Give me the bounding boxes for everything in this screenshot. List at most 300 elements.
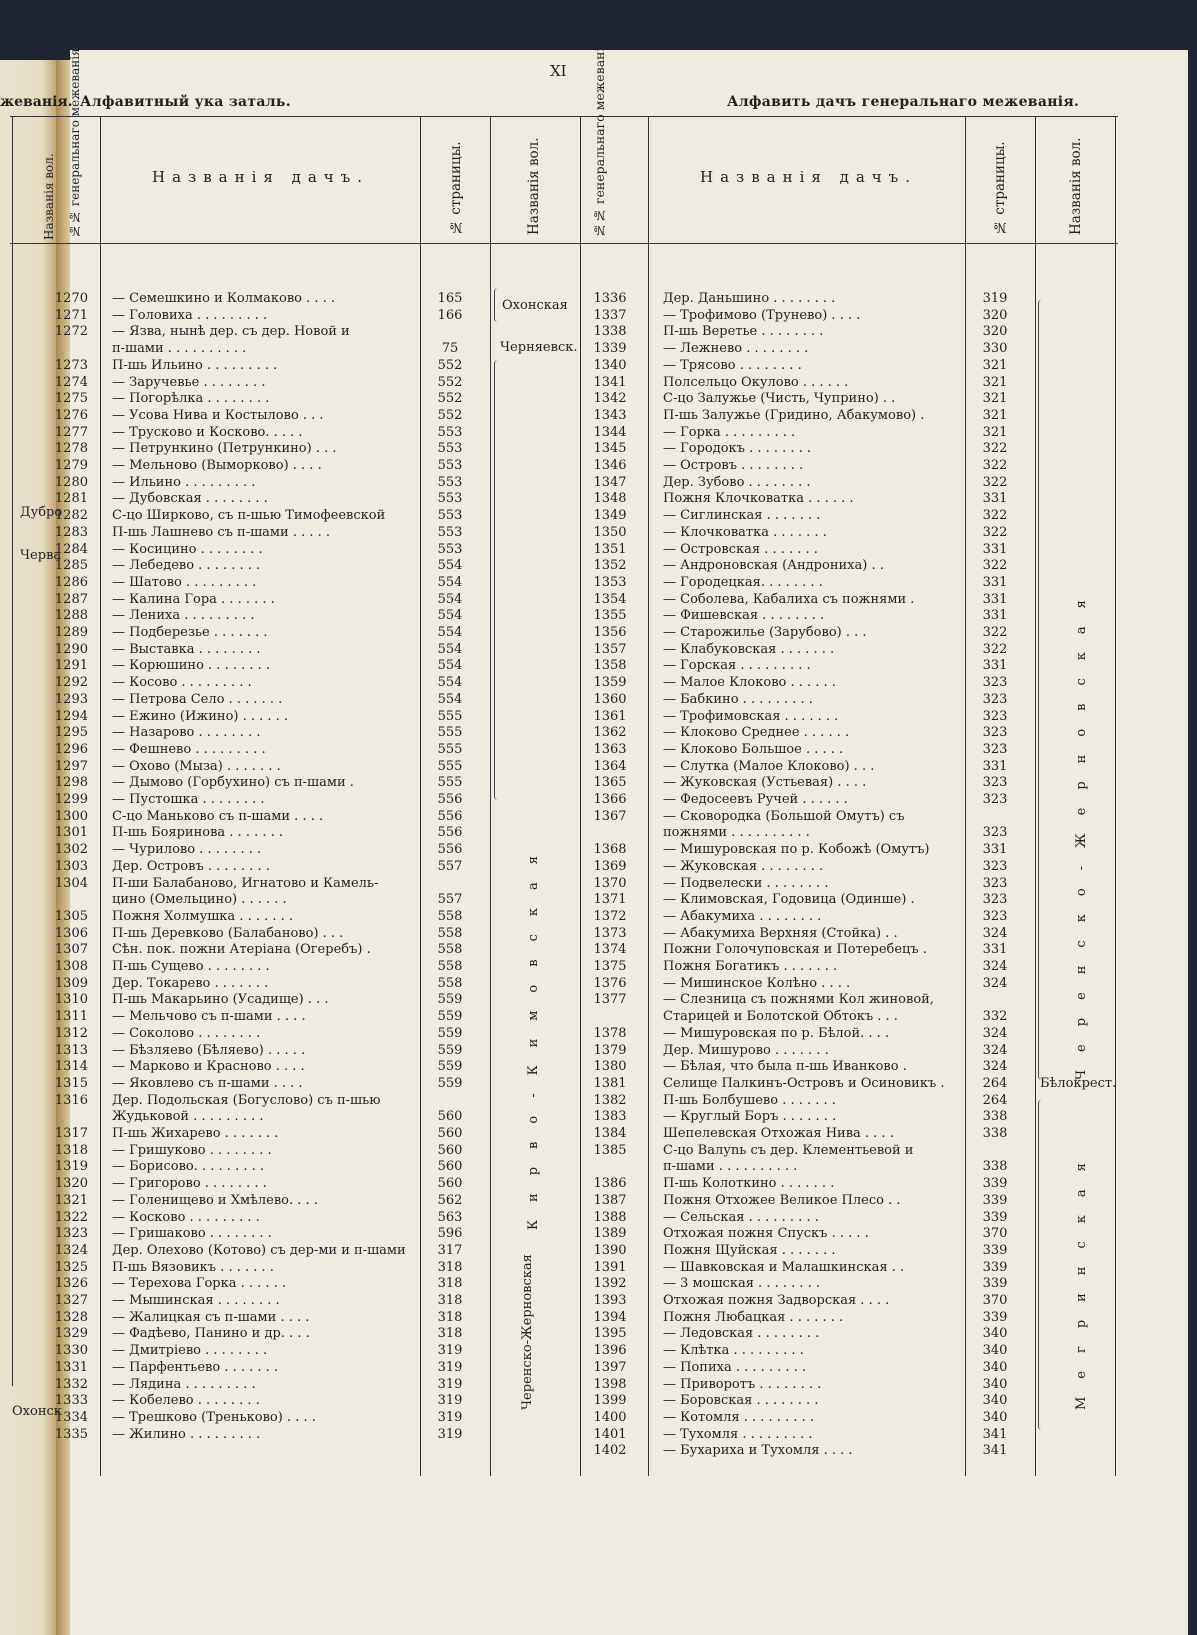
left-row-number: 1303 [54, 858, 88, 874]
left-row-number: 1329 [54, 1326, 88, 1342]
left-row-number: 1296 [54, 741, 88, 757]
right-row-number: 1402 [593, 1443, 627, 1459]
right-row-page: 264 [982, 1075, 1008, 1091]
right-row-number: 1381 [593, 1075, 627, 1091]
right-row-number: 1379 [593, 1042, 627, 1058]
left-row-name: — Мышинская . . . . . . . . [112, 1293, 280, 1308]
left-row-number: 1304 [54, 875, 88, 891]
right-row-name: — Сковородка (Большой Омутъ) съ [663, 808, 905, 824]
left-row-name: — Лядина . . . . . . . . . [112, 1376, 256, 1392]
left-row-name: — Пустошка . . . . . . . . [112, 792, 265, 807]
right-row-name: Дер. Зубово . . . . . . . . [663, 474, 811, 490]
col-line [1035, 116, 1036, 1476]
volost-cut-dubr: Дубро [20, 505, 63, 520]
left-row-page [420, 323, 480, 340]
left-row-page: 552 [437, 357, 463, 373]
col-header-vol-cut: Названія вол. [42, 153, 56, 240]
right-row-number: 1344 [593, 424, 627, 440]
right-row-page: 331 [982, 574, 1008, 590]
left-row-name: — Охово (Мыза) . . . . . . . [112, 758, 281, 774]
right-row-page: 331 [982, 758, 1008, 774]
left-row-page: 553 [437, 458, 463, 473]
right-row-number: 1354 [593, 591, 627, 607]
right-row-name: — Островъ . . . . . . . . [663, 458, 804, 473]
left-row-number: 1315 [54, 1075, 88, 1091]
right-row-name: пожнями . . . . . . . . . . [663, 825, 810, 841]
right-row-number: 1389 [593, 1226, 627, 1242]
right-row-page: 320 [982, 307, 1008, 323]
left-row-page: 560 [437, 1142, 463, 1158]
right-row-page: 324 [982, 975, 1008, 991]
left-row-page: 559 [437, 1025, 463, 1041]
right-row-number: 1359 [593, 675, 627, 691]
left-row-name: — Петрова Село . . . . . . . [112, 691, 283, 707]
volost-cut-okhon: Охонск [12, 1404, 62, 1419]
left-row-name: Дер. Подольская (Богуслово) съ п-шью [112, 1092, 381, 1108]
left-row-number: 1314 [54, 1059, 88, 1075]
right-row-name: — Городецкая. . . . . . . . [663, 574, 823, 590]
right-row-name: — Мишуровская по р. Кобожѣ (Омутъ) [663, 842, 930, 858]
left-row-name: Жудьковой . . . . . . . . . [112, 1109, 264, 1125]
right-row-name: — Жуковская . . . . . . . . [663, 858, 824, 874]
right-row-number: 1346 [593, 458, 627, 473]
right-row-number: 1352 [593, 558, 627, 574]
left-row-page: 555 [437, 708, 463, 724]
right-row-page: 323 [982, 675, 1008, 691]
left-row-number: 1324 [54, 1242, 88, 1258]
left-row-page: 552 [437, 374, 463, 390]
left-row-page: 559 [437, 1042, 463, 1058]
right-row-number: 1368 [593, 842, 627, 858]
right-row-number: 1401 [593, 1426, 627, 1442]
right-row-page: 323 [982, 775, 1008, 791]
left-row-number: 1326 [54, 1276, 88, 1292]
right-row-page: 322 [982, 625, 1008, 640]
left-row-name: — Парфентьево . . . . . . . [112, 1359, 279, 1375]
col-header-num-right: №№ генеральнаго межеванія. [592, 35, 607, 238]
col-header-vol-right: Названія вол. [1068, 137, 1084, 235]
right-row-page: 331 [982, 591, 1008, 607]
right-row-name: — Горская . . . . . . . . . [663, 658, 811, 674]
right-row-name: п-шами . . . . . . . . . . [663, 1159, 798, 1175]
right-row-name: — Подвелески . . . . . . . . [663, 875, 829, 891]
right-row-page: 321 [982, 357, 1008, 373]
right-row-name: Дер. Даньшино . . . . . . . . [663, 291, 836, 306]
col-line [100, 116, 101, 1476]
left-row-number: 1284 [54, 541, 88, 557]
right-row-name: — Городокъ . . . . . . . . [663, 441, 812, 457]
right-row-name: Шепелевская Отхожая Нива . . . . [663, 1126, 894, 1141]
right-row-name: — Абакумиха Верхняя (Стойка) . . [663, 925, 898, 941]
left-row-page: 165 [437, 291, 463, 306]
left-row-number: 1287 [54, 591, 88, 607]
right-row-number: 1396 [593, 1343, 627, 1359]
left-row-name: Пожня Холмушка . . . . . . . [112, 908, 294, 924]
right-row-page: 322 [982, 524, 1008, 540]
left-row-number: 1275 [54, 391, 88, 407]
left-row-number: 1307 [54, 942, 88, 958]
right-row-name: — Бухариха и Тухомля . . . . [663, 1443, 853, 1459]
right-row-name: — Бѣлая, что была п-шь Иванково . [663, 1059, 907, 1075]
right-row-number: 1399 [593, 1393, 627, 1409]
header-right: Алфавить дачъ генеральнаго межеванія. [727, 94, 1080, 110]
left-row-page: 558 [437, 908, 463, 924]
left-row-number: 1310 [54, 992, 88, 1008]
right-row-name: Полсельцо Окулово . . . . . . [663, 374, 849, 390]
right-row-number: 1347 [593, 474, 627, 490]
left-row-number: 1306 [54, 925, 88, 941]
right-row-page: 322 [982, 474, 1008, 490]
left-row-page: 552 [437, 391, 463, 407]
left-row-number: 1299 [54, 792, 88, 807]
left-row-name: — Косицино . . . . . . . . [112, 541, 263, 557]
right-row-number: 1339 [593, 341, 627, 357]
right-row-page: 338 [982, 1109, 1008, 1125]
right-row-name: — Трясово . . . . . . . . [663, 357, 802, 373]
right-row-page: 321 [982, 374, 1008, 390]
left-row-name: П-шь Ильино . . . . . . . . . [112, 357, 278, 373]
right-row-page: 340 [982, 1359, 1008, 1375]
col-line [12, 116, 13, 1386]
left-row-page [420, 875, 480, 892]
right-row-page: 339 [982, 1192, 1008, 1208]
left-row-name: — Трусково и Косково. . . . . [112, 424, 303, 440]
right-row-page: 339 [982, 1209, 1008, 1225]
left-row-name: — Корюшино . . . . . . . . [112, 658, 271, 674]
right-row-name: — Трофимовская . . . . . . . [663, 708, 839, 724]
left-row-page: 563 [437, 1209, 463, 1225]
left-row-number [48, 340, 88, 357]
left-row-page: 555 [437, 758, 463, 774]
right-row-number: 1356 [593, 625, 627, 640]
right-row-name: — Боровская . . . . . . . . [663, 1393, 819, 1409]
right-row-name: — Тухомля . . . . . . . . . [663, 1426, 813, 1442]
right-row-number: 1378 [593, 1025, 627, 1041]
right-row-name: Пожня Отхожее Великое Плесо . . [663, 1192, 901, 1208]
volost-megrinskaya: Мегринская [1074, 1145, 1089, 1410]
left-row-page: 318 [437, 1276, 463, 1292]
left-row-page: 560 [437, 1126, 463, 1141]
right-row-number [580, 824, 640, 841]
left-row-page: 559 [437, 1059, 463, 1075]
left-row-name: — Марково и Красново . . . . [112, 1059, 305, 1075]
left-row-page: 553 [437, 541, 463, 557]
right-row-page: 331 [982, 942, 1008, 958]
left-row-name: П-шь Жихарево . . . . . . . [112, 1126, 279, 1141]
right-row-number: 1384 [593, 1126, 627, 1141]
right-row-page: 338 [982, 1159, 1008, 1175]
right-row-page: 339 [982, 1309, 1008, 1325]
left-row-name: — Голенищево и Хмѣлево. . . . [112, 1192, 318, 1208]
right-row-name: — Приворотъ . . . . . . . . [663, 1376, 822, 1392]
col-line [648, 116, 649, 1476]
left-row-page: 318 [437, 1293, 463, 1308]
left-row-page: 554 [437, 691, 463, 707]
right-row-number: 1358 [593, 658, 627, 674]
left-row-name: Дер. Островъ . . . . . . . . [112, 858, 270, 874]
right-row-name: — Ледовская . . . . . . . . [663, 1326, 820, 1342]
right-row-number: 1365 [593, 775, 627, 791]
right-row-page: 321 [982, 407, 1008, 423]
left-row-name: — Дубовская . . . . . . . . [112, 491, 268, 507]
right-row-page: 339 [982, 1259, 1008, 1275]
left-row-name: — Кобелево . . . . . . . . [112, 1393, 260, 1409]
right-row-name: — Климовская, Годовица (Одинше) . [663, 892, 915, 908]
right-row-page: 322 [982, 458, 1008, 473]
left-row-number: 1328 [54, 1309, 88, 1325]
left-row-name: — Терехова Горка . . . . . . [112, 1276, 287, 1292]
right-row-name: — Бабкино . . . . . . . . . [663, 691, 813, 707]
left-row-page: 559 [437, 992, 463, 1008]
left-row-number: 1285 [54, 558, 88, 574]
right-row-number: 1357 [593, 641, 627, 657]
right-row-name: Пожня Щуйская . . . . . . . [663, 1242, 836, 1258]
right-row-name: — Жуковская (Устьевая) . . . . [663, 775, 867, 791]
right-row-name: — Круглый Боръ . . . . . . . [663, 1109, 837, 1125]
right-row-number: 1351 [593, 541, 627, 557]
right-row-number: 1394 [593, 1309, 627, 1325]
left-row-page: 553 [437, 491, 463, 507]
right-row-page: 331 [982, 608, 1008, 624]
right-row-page [965, 991, 1025, 1008]
left-row-page: 317 [437, 1242, 463, 1258]
left-row-page: 556 [437, 808, 463, 824]
left-row-number: 1330 [54, 1343, 88, 1359]
left-row-name: — Петрункино (Петрункино) . . . [112, 441, 337, 457]
left-row-name: — Фешнево . . . . . . . . . [112, 741, 266, 757]
left-row-number: 1318 [54, 1142, 88, 1158]
right-row-page: 323 [982, 725, 1008, 741]
left-row-name: — Семешкино и Колмаково . . . . [112, 291, 336, 306]
left-row-name: П-ши Балабаново, Игнатово и Камель- [112, 875, 379, 891]
right-row-number: 1397 [593, 1359, 627, 1375]
left-row-page: 319 [437, 1343, 463, 1359]
left-row-number: 1333 [54, 1393, 88, 1409]
right-row-number: 1383 [593, 1109, 627, 1125]
right-row-number: 1361 [593, 708, 627, 724]
left-row-number: 1298 [54, 775, 88, 791]
right-row-page: 340 [982, 1343, 1008, 1359]
right-row-name: П-шь Болбушево . . . . . . . [663, 1092, 836, 1108]
volost-kirvo: Кирво-Кимовская [526, 838, 541, 1230]
right-row-number: 1382 [593, 1092, 627, 1108]
left-row-page: 319 [437, 1409, 463, 1425]
left-row-number: 1325 [54, 1259, 88, 1275]
left-row-number: 1271 [54, 307, 88, 323]
col-header-num-left: №№ генеральнаго межеванія. [68, 44, 82, 238]
col-header-names-right: Названія дачъ. [700, 168, 918, 186]
left-row-number: 1332 [54, 1376, 88, 1392]
left-row-page: 555 [437, 725, 463, 741]
right-row-name: Дер. Мишурово . . . . . . . [663, 1042, 829, 1058]
left-row-page: 553 [437, 424, 463, 440]
right-row-name: С-цо Залужье (Чисть, Чуприно) . . [663, 391, 896, 407]
left-row-page: 554 [437, 625, 463, 640]
left-row-page: 555 [437, 775, 463, 791]
col-header-page-left: № страницы. [448, 141, 464, 235]
brace [494, 360, 501, 800]
right-row-number: 1386 [593, 1176, 627, 1192]
right-row-name: — Шавковская и Малашкинская . . [663, 1259, 905, 1275]
left-row-page: 559 [437, 1075, 463, 1091]
left-row-name: — Заручевье . . . . . . . . [112, 374, 266, 390]
left-row-page: 557 [437, 892, 463, 908]
right-row-number: 1341 [593, 374, 627, 390]
right-row-number: 1371 [593, 892, 627, 908]
left-row-number: 1308 [54, 959, 88, 974]
volost-right-chern: Черенско-Жерновская [1074, 582, 1089, 1080]
left-row-name: С-цо Маньково съ п-шами . . . . [112, 808, 324, 824]
right-row-name: — Мишинское Колѣно . . . . [663, 975, 851, 991]
right-row-number: 1342 [593, 391, 627, 407]
left-row-name: П-шь Сущево . . . . . . . . [112, 959, 270, 974]
right-row-name: — Клочковатка . . . . . . . [663, 524, 827, 540]
col-header-names-left: Названія дачъ. [152, 168, 370, 186]
left-row-number: 1295 [54, 725, 88, 741]
right-row-page: 323 [982, 908, 1008, 924]
right-row-page: 331 [982, 491, 1008, 507]
right-row-page: 322 [982, 441, 1008, 457]
right-row-number: 1343 [593, 407, 627, 423]
left-row-page: 318 [437, 1326, 463, 1342]
right-row-name: — Мишуровская по р. Бѣлой. . . . [663, 1025, 890, 1041]
right-row-page: 324 [982, 1025, 1008, 1041]
left-row-name: — Яковлево съ п-шами . . . . [112, 1075, 303, 1091]
right-row-page: 330 [982, 341, 1008, 357]
right-row-page: 323 [982, 825, 1008, 841]
left-row-page: 556 [437, 842, 463, 858]
left-row-number: 1290 [54, 641, 88, 657]
right-row-page: 323 [982, 892, 1008, 908]
left-row-number: 1334 [54, 1409, 88, 1425]
right-row-page [965, 1142, 1025, 1159]
right-row-name: — Островская . . . . . . . [663, 541, 818, 557]
left-row-page: 319 [437, 1393, 463, 1409]
left-row-number [48, 891, 88, 908]
right-row-name: — Клѣтка . . . . . . . . . [663, 1343, 804, 1359]
left-row-number: 1300 [54, 808, 88, 824]
left-row-page: 319 [437, 1359, 463, 1375]
left-row-number: 1280 [54, 474, 88, 490]
left-row-number: 1297 [54, 758, 88, 774]
left-row-number: 1289 [54, 625, 88, 640]
left-row-name: — Лебедево . . . . . . . . [112, 558, 261, 574]
left-row-name: — Григорово . . . . . . . . [112, 1176, 267, 1192]
right-row-number: 1345 [593, 441, 627, 457]
right-row-name: С-цо Валуnь съ дер. Клементьевой и [663, 1142, 914, 1158]
right-row-page: 339 [982, 1176, 1008, 1192]
right-row-number [580, 1158, 640, 1175]
right-row-page: 338 [982, 1126, 1008, 1141]
right-row-number: 1374 [593, 942, 627, 958]
right-row-number: 1387 [593, 1192, 627, 1208]
left-row-page: 559 [437, 1009, 463, 1025]
right-row-page: 324 [982, 959, 1008, 974]
right-row-page: 341 [982, 1426, 1008, 1442]
left-row-page: 554 [437, 608, 463, 624]
left-row-page: 556 [437, 792, 463, 807]
left-row-name: — Фадѣево, Панино и др. . . . [112, 1326, 310, 1342]
left-row-page: 560 [437, 1159, 463, 1175]
right-row-name: Пожня Богатикъ . . . . . . . [663, 959, 838, 974]
right-row-page [965, 808, 1025, 825]
right-row-name: — Трофимово (Трунево) . . . . [663, 307, 861, 323]
left-row-page: 558 [437, 942, 463, 958]
right-row-number: 1362 [593, 725, 627, 741]
left-row-name: п-шами . . . . . . . . . . [112, 341, 247, 357]
right-row-number: 1340 [593, 357, 627, 373]
left-row-page: 554 [437, 558, 463, 574]
right-row-number: 1336 [593, 291, 627, 306]
right-row-number: 1369 [593, 858, 627, 874]
right-row-number: 1376 [593, 975, 627, 991]
left-row-number: 1319 [54, 1159, 88, 1175]
left-row-number: 1301 [54, 825, 88, 841]
top-rule [10, 116, 1118, 117]
right-row-number: 1391 [593, 1259, 627, 1275]
left-row-page: 318 [437, 1309, 463, 1325]
right-row-number: 1367 [593, 808, 627, 824]
left-row-page: 166 [437, 307, 463, 323]
right-row-page: 321 [982, 424, 1008, 440]
left-row-page: 558 [437, 925, 463, 941]
col-header-vol-mid: Названія вол. [526, 137, 542, 235]
left-row-number: 1309 [54, 975, 88, 991]
left-row-name: — Подберезье . . . . . . . [112, 625, 268, 640]
right-row-page: 323 [982, 708, 1008, 724]
left-row-name: — Косково . . . . . . . . . [112, 1209, 260, 1225]
volost-okhonskaya: Охонская [502, 298, 568, 313]
right-row-number: 1366 [593, 792, 627, 807]
left-row-name: — Ильино . . . . . . . . . [112, 474, 256, 490]
right-row-number: 1355 [593, 608, 627, 624]
right-row-page: 322 [982, 508, 1008, 524]
right-row-page: 340 [982, 1409, 1008, 1425]
left-row-page: 556 [437, 825, 463, 841]
right-row-number: 1393 [593, 1293, 627, 1308]
right-row-number: 1392 [593, 1276, 627, 1292]
right-row-number: 1350 [593, 524, 627, 540]
left-row-name: П-шь Лашнево съ п-шами . . . . . [112, 524, 331, 540]
right-row-number: 1370 [593, 875, 627, 891]
right-row-page: 323 [982, 691, 1008, 707]
left-row-name: — Шатово . . . . . . . . . [112, 574, 257, 590]
left-row-page [420, 1092, 480, 1109]
right-row-name: — Абакумиха . . . . . . . . [663, 908, 822, 924]
right-row-name: — Котомля . . . . . . . . . [663, 1409, 814, 1425]
right-row-page: 323 [982, 875, 1008, 891]
volost-cut-cherv: Черва [20, 548, 62, 563]
left-row-number: 1323 [54, 1226, 88, 1242]
left-row-name: — Дымово (Горбухино) съ п-шами . [112, 775, 354, 791]
right-row-number: 1337 [593, 307, 627, 323]
right-row-number: 1377 [593, 992, 627, 1008]
left-row-number: 1331 [54, 1359, 88, 1375]
left-row-name: — Чурилово . . . . . . . . [112, 842, 262, 858]
left-row-number: 1335 [54, 1426, 88, 1442]
right-row-page: 321 [982, 391, 1008, 407]
left-row-number: 1276 [54, 407, 88, 423]
left-row-number: 1312 [54, 1025, 88, 1041]
left-row-name: — Выставка . . . . . . . . [112, 641, 261, 657]
left-row-number: 1313 [54, 1042, 88, 1058]
right-row-page: 370 [982, 1293, 1008, 1308]
right-row-page: 331 [982, 842, 1008, 858]
right-row-number: 1363 [593, 741, 627, 757]
left-row-number: 1277 [54, 424, 88, 440]
page-number: XI [550, 62, 567, 80]
left-row-number: 1270 [54, 291, 88, 306]
